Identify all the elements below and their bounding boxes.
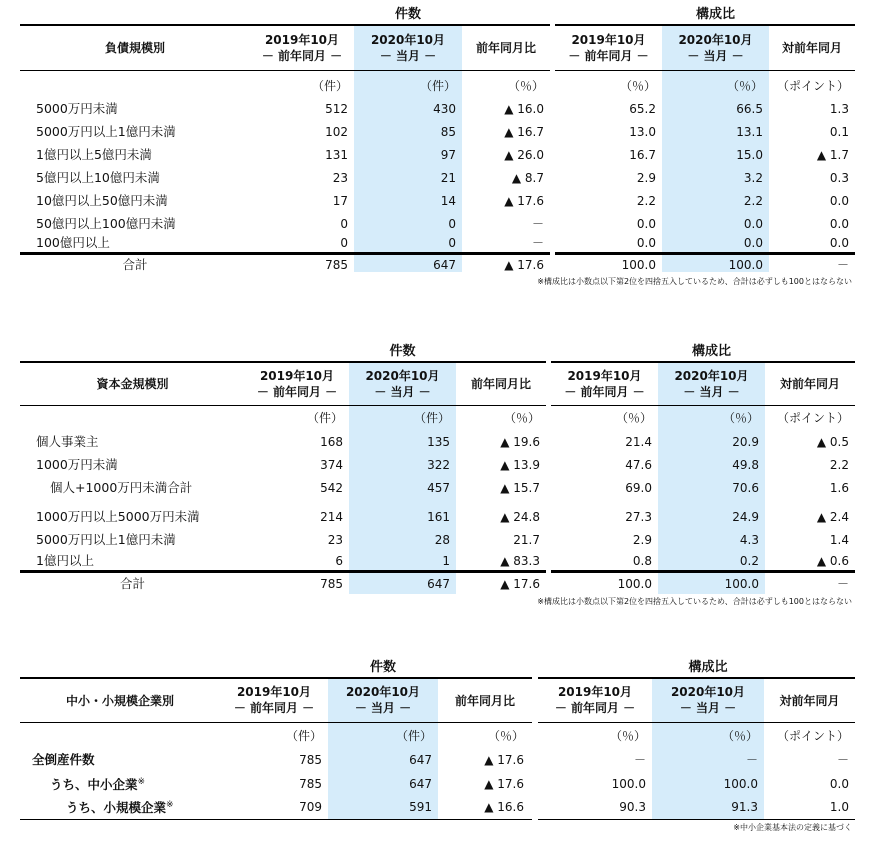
cell-point-diff: ▲ 1.7 bbox=[816, 148, 849, 162]
row-label: 1億円以上 bbox=[36, 553, 94, 568]
cell-prev-count: 168 bbox=[320, 435, 343, 449]
cell-cur-count: 21 bbox=[440, 171, 456, 185]
unit-pct-cur: （％） bbox=[722, 411, 759, 425]
cell-cur-count: 1 bbox=[442, 554, 450, 568]
col-ratio-cur-line2: － 当月 － bbox=[683, 385, 740, 399]
cell-prev-count: 214 bbox=[320, 510, 343, 524]
cell-cur-count: 97 bbox=[440, 148, 456, 162]
cell-prev-ratio: 47.6 bbox=[625, 458, 652, 472]
cell-cur-count: 161 bbox=[427, 510, 450, 524]
cell-cur-count: 647 bbox=[409, 753, 432, 767]
col-prev-line1: 2019年10月 bbox=[236, 685, 312, 699]
unit-ken-cur: （件） bbox=[419, 79, 456, 93]
unit-point: （ポイント） bbox=[776, 411, 849, 425]
header-rule-right bbox=[538, 722, 855, 723]
total-yoy: ▲ 17.6 bbox=[504, 258, 544, 272]
total-cur-count: 647 bbox=[427, 577, 450, 591]
cell-prev-count: 23 bbox=[327, 533, 343, 547]
unit-ken-prev: （件） bbox=[285, 729, 322, 743]
cell-point-diff: ▲ 0.5 bbox=[816, 435, 849, 449]
col-yoy-points: 対前年同月 bbox=[779, 694, 840, 708]
col-prev-line1: 2019年10月 bbox=[259, 369, 335, 383]
cell-prev-ratio: 2.9 bbox=[636, 171, 656, 185]
cell-cur-ratio: 15.0 bbox=[736, 148, 763, 162]
cell-point-diff: 0.3 bbox=[829, 171, 849, 185]
cell-point-diff: ▲ 0.6 bbox=[816, 554, 849, 568]
group-ratio-header: 構成比 bbox=[691, 344, 731, 359]
col-ratio-prev-line2: － 前年同月 － bbox=[554, 701, 636, 715]
unit-ken-cur: （件） bbox=[413, 411, 450, 425]
rounding-note: ※構成比は小数点以下第2位を四捨五入しているため、合計は必ずしも100とはならない bbox=[537, 277, 852, 286]
group-ratio-header: 構成比 bbox=[688, 660, 728, 675]
cell-prev-count: 0 bbox=[340, 217, 348, 231]
unit-point: （ポイント） bbox=[776, 729, 849, 743]
unit-pct-cur: （％） bbox=[721, 729, 758, 743]
col-prev-line2: － 前年同月 － bbox=[256, 385, 338, 399]
cell-cur-count: 28 bbox=[434, 533, 450, 547]
unit-pct-prev: （％） bbox=[619, 79, 656, 93]
total-cur-count: 647 bbox=[433, 258, 456, 272]
row-label: 100億円以上 bbox=[36, 235, 110, 250]
cell-cur-ratio: 70.6 bbox=[732, 481, 759, 495]
cell-yoy: ▲ 17.6 bbox=[484, 777, 524, 791]
total-yoy: ▲ 17.6 bbox=[500, 577, 540, 591]
col-ratio-cur-line1: 2020年10月 bbox=[670, 685, 746, 699]
cell-prev-ratio: 0.0 bbox=[636, 236, 656, 250]
cell-yoy: ▲ 15.7 bbox=[500, 481, 540, 495]
cell-prev-count: 785 bbox=[299, 753, 322, 767]
cell-prev-ratio: 0.8 bbox=[632, 554, 652, 568]
cell-cur-ratio: 24.9 bbox=[732, 510, 759, 524]
total-cur-ratio: 100.0 bbox=[728, 258, 763, 272]
cell-cur-ratio: 49.8 bbox=[732, 458, 759, 472]
cell-point-diff: 0.0 bbox=[829, 236, 849, 250]
row-label bbox=[50, 778, 145, 792]
label-column-header: 中小・小規模企業別 bbox=[65, 694, 174, 708]
cell-yoy: ▲ 8.7 bbox=[511, 171, 544, 185]
bottom-rule-right bbox=[538, 819, 855, 820]
col-ratio-cur-line1: 2020年10月 bbox=[674, 369, 749, 383]
cell-prev-ratio: 69.0 bbox=[625, 481, 652, 495]
col-ratio-prev-line2: － 前年同月 － bbox=[564, 385, 645, 399]
cell-point-diff: 0.0 bbox=[829, 777, 849, 791]
cell-cur-ratio: 100.0 bbox=[723, 777, 758, 791]
top-rule-left bbox=[20, 677, 532, 679]
cell-prev-count: 512 bbox=[325, 102, 348, 116]
cell-yoy: － bbox=[531, 236, 544, 250]
cell-prev-count: 6 bbox=[335, 554, 343, 568]
cell-prev-ratio: 13.0 bbox=[629, 125, 656, 139]
col-yoy: 前年同月比 bbox=[475, 41, 536, 55]
cell-cur-count: 135 bbox=[427, 435, 450, 449]
row-label: 1000万円以上5000万円未満 bbox=[36, 509, 200, 524]
col-cur-line2: － 当月 － bbox=[374, 385, 431, 399]
cell-prev-count: 17 bbox=[332, 194, 348, 208]
cell-point-diff: 0.1 bbox=[829, 125, 849, 139]
label-column-header: 資本金規模別 bbox=[96, 377, 169, 391]
row-label: 5000万円未満 bbox=[36, 101, 118, 116]
cell-cur-ratio: 2.2 bbox=[743, 194, 763, 208]
cell-prev-ratio: 2.9 bbox=[632, 533, 652, 547]
col-ratio-cur-line2: － 当月 － bbox=[687, 49, 744, 63]
cell-cur-ratio: 91.3 bbox=[731, 800, 758, 814]
top-rule-right bbox=[538, 677, 855, 679]
unit-ken-prev: （件） bbox=[306, 411, 343, 425]
row-label: 個人事業主 bbox=[36, 434, 99, 449]
col-yoy-points: 対前年同月 bbox=[779, 377, 840, 391]
cell-point-diff: 1.4 bbox=[829, 533, 849, 547]
cell-point-diff: 0.0 bbox=[829, 217, 849, 231]
row-label: 5000万円以上1億円未満 bbox=[36, 532, 176, 547]
sme-definition-note: ※中小企業基本法の定義に基づく bbox=[733, 823, 852, 832]
bottom-rule-left bbox=[20, 819, 532, 820]
footnote-mark: ※ bbox=[166, 800, 174, 810]
total-point-diff: － bbox=[836, 258, 849, 272]
col-yoy: 前年同月比 bbox=[470, 377, 531, 391]
cell-cur-count: 591 bbox=[409, 800, 432, 814]
cell-cur-ratio: 4.3 bbox=[739, 533, 759, 547]
cell-prev-ratio: 27.3 bbox=[625, 510, 652, 524]
total-prev-ratio: 100.0 bbox=[621, 258, 656, 272]
total-prev-count: 785 bbox=[325, 258, 348, 272]
col-prev-line2: － 前年同月 － bbox=[261, 49, 343, 63]
cell-cur-count: 647 bbox=[409, 777, 432, 791]
cell-point-diff: 0.0 bbox=[829, 194, 849, 208]
cell-cur-ratio: － bbox=[745, 753, 758, 767]
cell-cur-ratio: 20.9 bbox=[732, 435, 759, 449]
row-label-text: うち、小規模企業 bbox=[66, 800, 167, 816]
row-label: 全倒産件数 bbox=[32, 752, 95, 767]
unit-pct-yoy: （％） bbox=[487, 729, 524, 743]
footnote-mark: ※ bbox=[137, 777, 146, 787]
cell-point-diff: 1.6 bbox=[829, 481, 849, 495]
col-cur-line2: － 当月 － bbox=[379, 49, 437, 63]
cell-yoy: ▲ 16.6 bbox=[484, 800, 524, 814]
col-cur-line1: 2020年10月 bbox=[345, 685, 421, 699]
cell-prev-count: 0 bbox=[340, 236, 348, 250]
col-prev-line1: 2019年10月 bbox=[264, 33, 340, 47]
col-cur-line2: － 当月 － bbox=[354, 701, 412, 715]
row-label: 個人+1000万円未満合計 bbox=[50, 480, 193, 495]
cell-yoy: ▲ 13.9 bbox=[500, 458, 540, 472]
cell-yoy: 21.7 bbox=[513, 533, 540, 547]
cell-yoy: ▲ 17.6 bbox=[504, 194, 544, 208]
cell-prev-count: 102 bbox=[325, 125, 348, 139]
rounding-note: ※構成比は小数点以下第2位を四捨五入しているため、合計は必ずしも100とはならない bbox=[537, 597, 852, 606]
total-label: 合計 bbox=[119, 576, 145, 591]
cell-prev-ratio: 90.3 bbox=[619, 800, 646, 814]
row-label: 1億円以上5億円未満 bbox=[36, 147, 152, 162]
cell-cur-ratio: 13.1 bbox=[736, 125, 763, 139]
col-ratio-prev-line2: － 前年同月 － bbox=[568, 49, 649, 63]
header-rule-left bbox=[20, 722, 532, 723]
cell-point-diff: 2.2 bbox=[829, 458, 849, 472]
col-yoy: 前年同月比 bbox=[454, 694, 515, 708]
cell-prev-count: 785 bbox=[299, 777, 322, 791]
cell-cur-count: 85 bbox=[440, 125, 456, 139]
cell-prev-count: 131 bbox=[325, 148, 348, 162]
row-label: 5000万円以上1億円未満 bbox=[36, 124, 176, 139]
cell-prev-ratio: 21.4 bbox=[625, 435, 652, 449]
group-count-header: 件数 bbox=[389, 344, 416, 359]
cell-prev-ratio: 0.0 bbox=[636, 217, 656, 231]
cell-cur-count: 0 bbox=[448, 217, 456, 231]
total-cur-ratio: 100.0 bbox=[724, 577, 759, 591]
cell-prev-count: 709 bbox=[299, 800, 322, 814]
row-label: 1000万円未満 bbox=[36, 457, 118, 472]
cell-cur-ratio: 0.0 bbox=[743, 217, 763, 231]
cell-cur-ratio: 0.2 bbox=[739, 554, 759, 568]
col-ratio-cur-line1: 2020年10月 bbox=[678, 33, 753, 47]
cell-yoy: － bbox=[531, 217, 544, 231]
row-label: 5億円以上10億円未満 bbox=[36, 170, 160, 185]
row-label-text: うち、中小企業 bbox=[50, 777, 138, 793]
total-prev-ratio: 100.0 bbox=[617, 577, 652, 591]
cell-prev-count: 374 bbox=[320, 458, 343, 472]
cell-prev-ratio: 16.7 bbox=[629, 148, 656, 162]
cell-prev-ratio: 2.2 bbox=[636, 194, 656, 208]
cell-cur-count: 0 bbox=[448, 236, 456, 250]
col-cur-line1: 2020年10月 bbox=[370, 33, 446, 47]
unit-point: （ポイント） bbox=[776, 79, 849, 93]
cell-point-diff: 1.0 bbox=[829, 800, 849, 814]
col-ratio-prev-line1: 2019年10月 bbox=[567, 369, 642, 383]
cell-cur-ratio: 66.5 bbox=[736, 102, 763, 116]
unit-pct-prev: （％） bbox=[609, 729, 646, 743]
total-prev-count: 785 bbox=[320, 577, 343, 591]
unit-pct-cur: （％） bbox=[726, 79, 763, 93]
col-ratio-prev-line1: 2019年10月 bbox=[557, 685, 633, 699]
cell-prev-count: 542 bbox=[320, 481, 343, 495]
unit-pct-yoy: （％） bbox=[503, 411, 540, 425]
col-ratio-prev-line1: 2019年10月 bbox=[571, 33, 646, 47]
cell-prev-ratio: － bbox=[633, 753, 646, 767]
group-ratio-header: 構成比 bbox=[695, 7, 735, 22]
group-count-header: 件数 bbox=[369, 660, 396, 675]
cell-prev-count: 23 bbox=[332, 171, 348, 185]
cell-yoy: ▲ 24.8 bbox=[500, 510, 540, 524]
cell-yoy: ▲ 17.6 bbox=[484, 753, 524, 767]
cell-point-diff: － bbox=[836, 753, 849, 767]
col-prev-line2: － 前年同月 － bbox=[233, 701, 315, 715]
row-label: 50億円以上100億円未満 bbox=[36, 216, 176, 231]
unit-pct-prev: （％） bbox=[615, 411, 652, 425]
total-label: 合計 bbox=[122, 257, 148, 272]
cell-yoy: ▲ 26.0 bbox=[504, 148, 544, 162]
cell-yoy: ▲ 16.7 bbox=[504, 125, 544, 139]
cell-cur-count: 322 bbox=[427, 458, 450, 472]
cell-cur-count: 14 bbox=[440, 194, 456, 208]
cell-cur-count: 430 bbox=[433, 102, 456, 116]
row-label bbox=[66, 801, 174, 815]
cell-cur-ratio: 3.2 bbox=[743, 171, 763, 185]
group-count-header: 件数 bbox=[394, 7, 421, 22]
cell-point-diff: ▲ 2.4 bbox=[816, 510, 849, 524]
cell-cur-ratio: 0.0 bbox=[743, 236, 763, 250]
label-column-header: 負債規模別 bbox=[104, 41, 165, 55]
cell-yoy: ▲ 19.6 bbox=[500, 435, 540, 449]
cell-yoy: ▲ 16.0 bbox=[504, 102, 544, 116]
unit-ken-prev: （件） bbox=[311, 79, 348, 93]
unit-ken-cur: （件） bbox=[395, 729, 432, 743]
col-cur-line1: 2020年10月 bbox=[365, 369, 440, 383]
cell-yoy: ▲ 83.3 bbox=[500, 554, 540, 568]
cell-point-diff: 1.3 bbox=[829, 102, 849, 116]
cell-prev-ratio: 100.0 bbox=[611, 777, 646, 791]
col-yoy-points: 対前年同月 bbox=[781, 41, 842, 55]
cell-cur-count: 457 bbox=[427, 481, 450, 495]
col-ratio-cur-line2: － 当月 － bbox=[679, 701, 737, 715]
total-point-diff: － bbox=[836, 577, 849, 591]
unit-pct-yoy: （％） bbox=[507, 79, 544, 93]
row-label: 10億円以上50億円未満 bbox=[36, 193, 168, 208]
cell-prev-ratio: 65.2 bbox=[629, 102, 656, 116]
